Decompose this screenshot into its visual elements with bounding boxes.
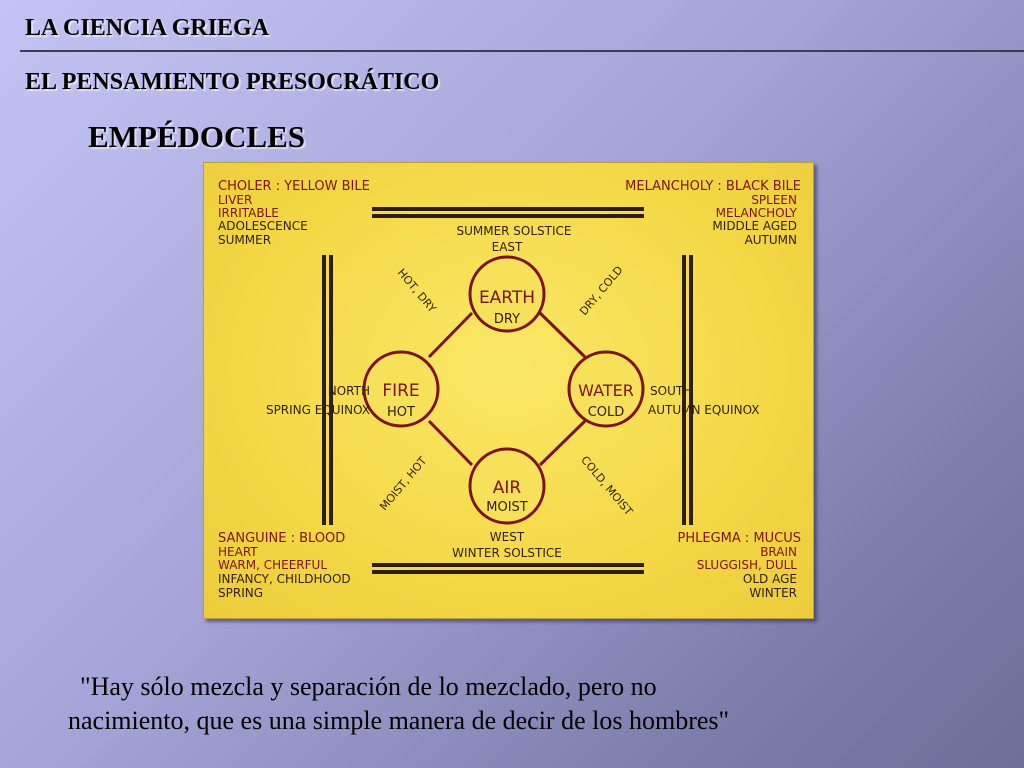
element-fire-name: FIRE (382, 381, 420, 401)
element-water-name: WATER (578, 381, 634, 400)
humor-sanguine-line: HEART (218, 545, 258, 559)
quote-line-1: "Hay sólo mezcla y separación de lo mezclado, pero no (80, 672, 657, 701)
element-fire-quality: HOT (387, 405, 415, 420)
humor-choler-line: SUMMER (218, 233, 272, 247)
four-elements-diagram-svg (204, 163, 813, 618)
quote-line-2: nacimiento, que es una simple manera de decir de los hombres" (68, 706, 730, 735)
humor-melancholy-line: MIDDLE AGED (712, 219, 797, 233)
humor-sanguine-line: SPRING (218, 586, 264, 600)
element-earth-quality: DRY (493, 312, 521, 327)
humor-choler (218, 179, 370, 247)
frame-bar-top (372, 207, 644, 218)
element-water-quality: COLD (587, 405, 625, 420)
frame-bar-bottom (372, 563, 644, 574)
direction-south-line1: SOUTH (650, 384, 693, 398)
humor-melancholy-title: MELANCHOLY : BLACK BILE (625, 179, 801, 194)
element-air-name: AIR (492, 478, 522, 498)
pair-dry-cold: DRY, COLD (577, 263, 626, 318)
humor-melancholy-line: MELANCHOLY (715, 206, 797, 220)
slide-heading-pensamiento-presocratico: EL PENSAMIENTO PRESOCRÁTICO (25, 69, 440, 95)
pair-hot-dry: HOT, DRY (394, 266, 439, 316)
humor-sanguine (218, 531, 351, 600)
humor-choler-line: IRRITABLE (218, 206, 279, 220)
empedocles-quote (68, 670, 968, 738)
humor-phlegm-line: WINTER (749, 586, 797, 600)
element-earth-name: EARTH (478, 288, 536, 308)
humor-sanguine-title: SANGUINE : BLOOD (218, 531, 346, 546)
direction-west-line2: WINTER SOLSTICE (452, 546, 562, 560)
pair-moist-hot: MOIST, HOT (377, 454, 430, 514)
humor-sanguine-line: INFANCY, CHILDHOOD (218, 572, 351, 586)
humor-phlegm-line: SLUGGISH, DULL (696, 558, 797, 572)
humor-melancholy-line: AUTUMN (744, 233, 797, 247)
direction-east-line2: EAST (491, 240, 523, 254)
humor-sanguine-line: WARM, CHEERFUL (218, 558, 328, 572)
humor-phlegm-line: OLD AGE (742, 572, 797, 586)
element-water (569, 352, 643, 426)
direction-west-line1: WEST (489, 530, 525, 544)
header-divider (20, 50, 1024, 52)
pair-cold-moist: COLD, MOIST (578, 453, 636, 518)
humor-melancholy-line: SPLEEN (751, 193, 797, 207)
direction-south-line2: AUTUMN EQUINOX (648, 403, 760, 417)
humor-choler-line: ADOLESCENCE (218, 219, 308, 233)
direction-east-line1: SUMMER SOLSTICE (456, 224, 572, 238)
slide-heading-la-ciencia-griega: LA CIENCIA GRIEGA (25, 15, 270, 41)
element-air (470, 449, 544, 523)
humor-choler-title: CHOLER : YELLOW BILE (218, 179, 370, 194)
element-earth (470, 257, 544, 331)
humor-phlegm-title: PHLEGMA : MUCUS (677, 531, 801, 546)
humor-choler-line: LIVER (218, 193, 253, 207)
element-fire (364, 352, 438, 426)
direction-north-line2: SPRING EQUINOX (265, 403, 370, 417)
four-elements-diagram (203, 162, 814, 619)
humor-phlegm (678, 531, 801, 600)
humor-melancholy (625, 179, 801, 247)
element-air-quality: MOIST (486, 500, 528, 515)
slide-heading-empedocles: EMPÉDOCLES (88, 119, 306, 154)
direction-north-line1: NORTH (327, 384, 370, 398)
element-connectors (429, 313, 585, 465)
humor-phlegm-line: BRAIN (760, 545, 797, 559)
